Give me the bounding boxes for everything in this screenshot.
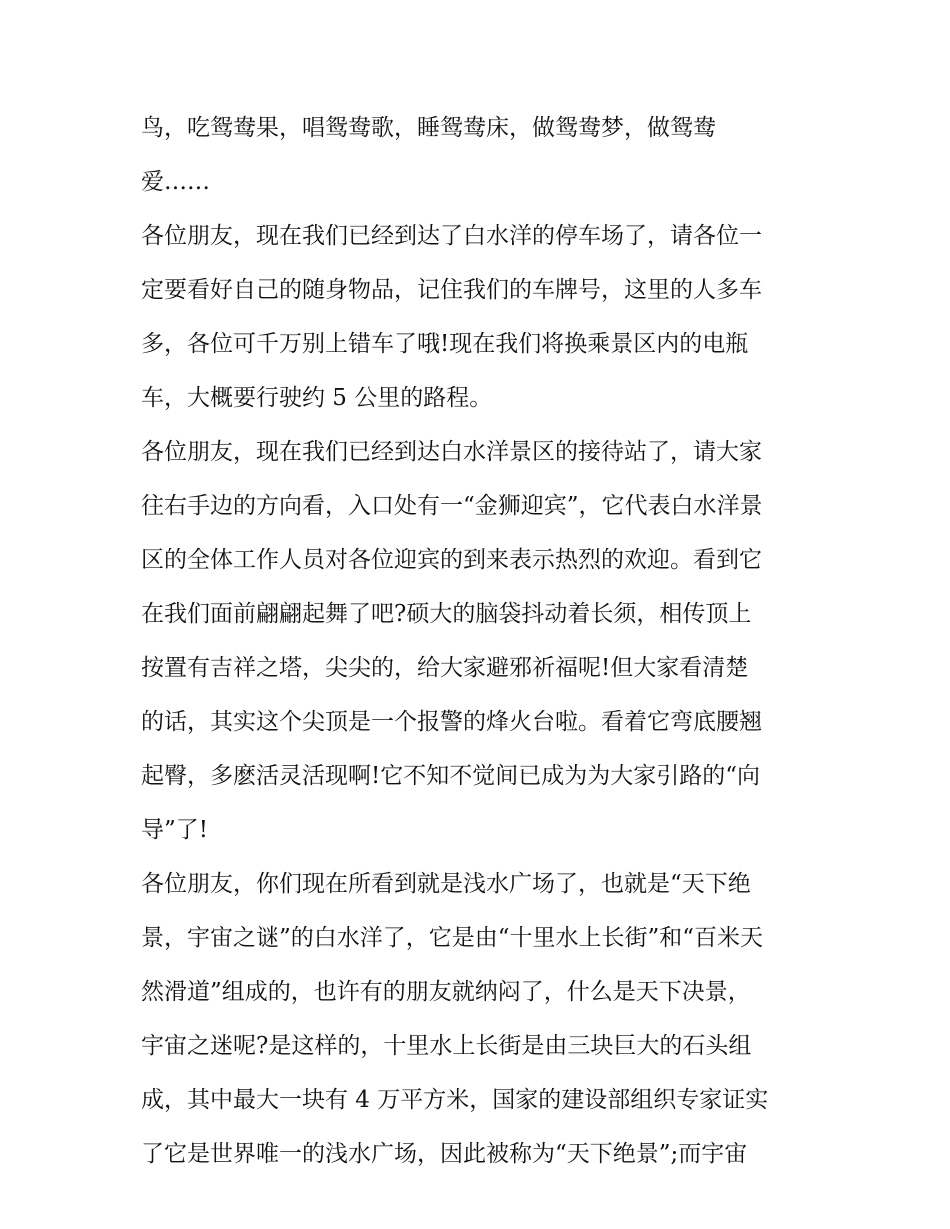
text-line: 爱……: [141, 169, 210, 195]
text-line: 往右手边的方向看，入口处有一“金狮迎宾”，它代表白水洋景: [141, 493, 763, 519]
text-line: 各位朋友，现在我们已经到达白水洋景区的接待站了，请大家: [141, 439, 762, 465]
text-line: 在我们面前翩翩起舞了吧?硕大的脑袋抖动着长须，相传顶上: [141, 601, 752, 627]
text-line: 各位朋友，你们现在所看到就是浅水广场了，也就是“天下绝: [141, 871, 751, 897]
text-line: 车，大概要行驶约 5 公里的路程。: [141, 385, 493, 411]
text-line: 区的全体工作人员对各位迎宾的到来表示热烈的欢迎。看到它: [141, 547, 762, 573]
text-line: 成，其中最大一块有 4 万平方米，国家的建设部组织专家证实: [141, 1087, 769, 1113]
text-line: 景，宇宙之谜”的白水洋了，它是由“十里水上长街”和“百米天: [141, 925, 764, 951]
text-line: 按置有吉祥之塔，尖尖的，给大家避邪祈福呢!但大家看清楚: [141, 655, 749, 681]
text-line: 定要看好自己的随身物品，记住我们的车牌号，这里的人多车: [141, 277, 762, 303]
text-line: 的话，其实这个尖顶是一个报警的烽火台啦。看着它弯底腰翘: [141, 709, 762, 735]
document-body: [141, 110, 817, 1190]
text-line: 鸟，吃鸳鸯果，唱鸳鸯歌，睡鸳鸯床，做鸳鸯梦，做鸳鸯: [141, 115, 716, 141]
text-line: 各位朋友，现在我们已经到达了白水洋的停车场了，请各位一: [141, 223, 762, 249]
text-line: 宇宙之迷呢?是这样的，十里水上长街是由三块巨大的石头组: [141, 1033, 752, 1059]
text-line: 然滑道”组成的，也许有的朋友就纳闷了，什么是天下决景，: [141, 979, 751, 1005]
text-line: 起臀，多麽活灵活现啊!它不知不觉间已成为为大家引路的“向: [141, 763, 761, 789]
text-line: 了它是世界唯一的浅水广场，因此被称为“天下绝景”;而宇宙: [141, 1141, 748, 1167]
text-line: 导”了!: [141, 817, 209, 843]
text-line: 多，各位可千万别上错车了哦!现在我们将换乘景区内的电瓶: [141, 331, 749, 357]
